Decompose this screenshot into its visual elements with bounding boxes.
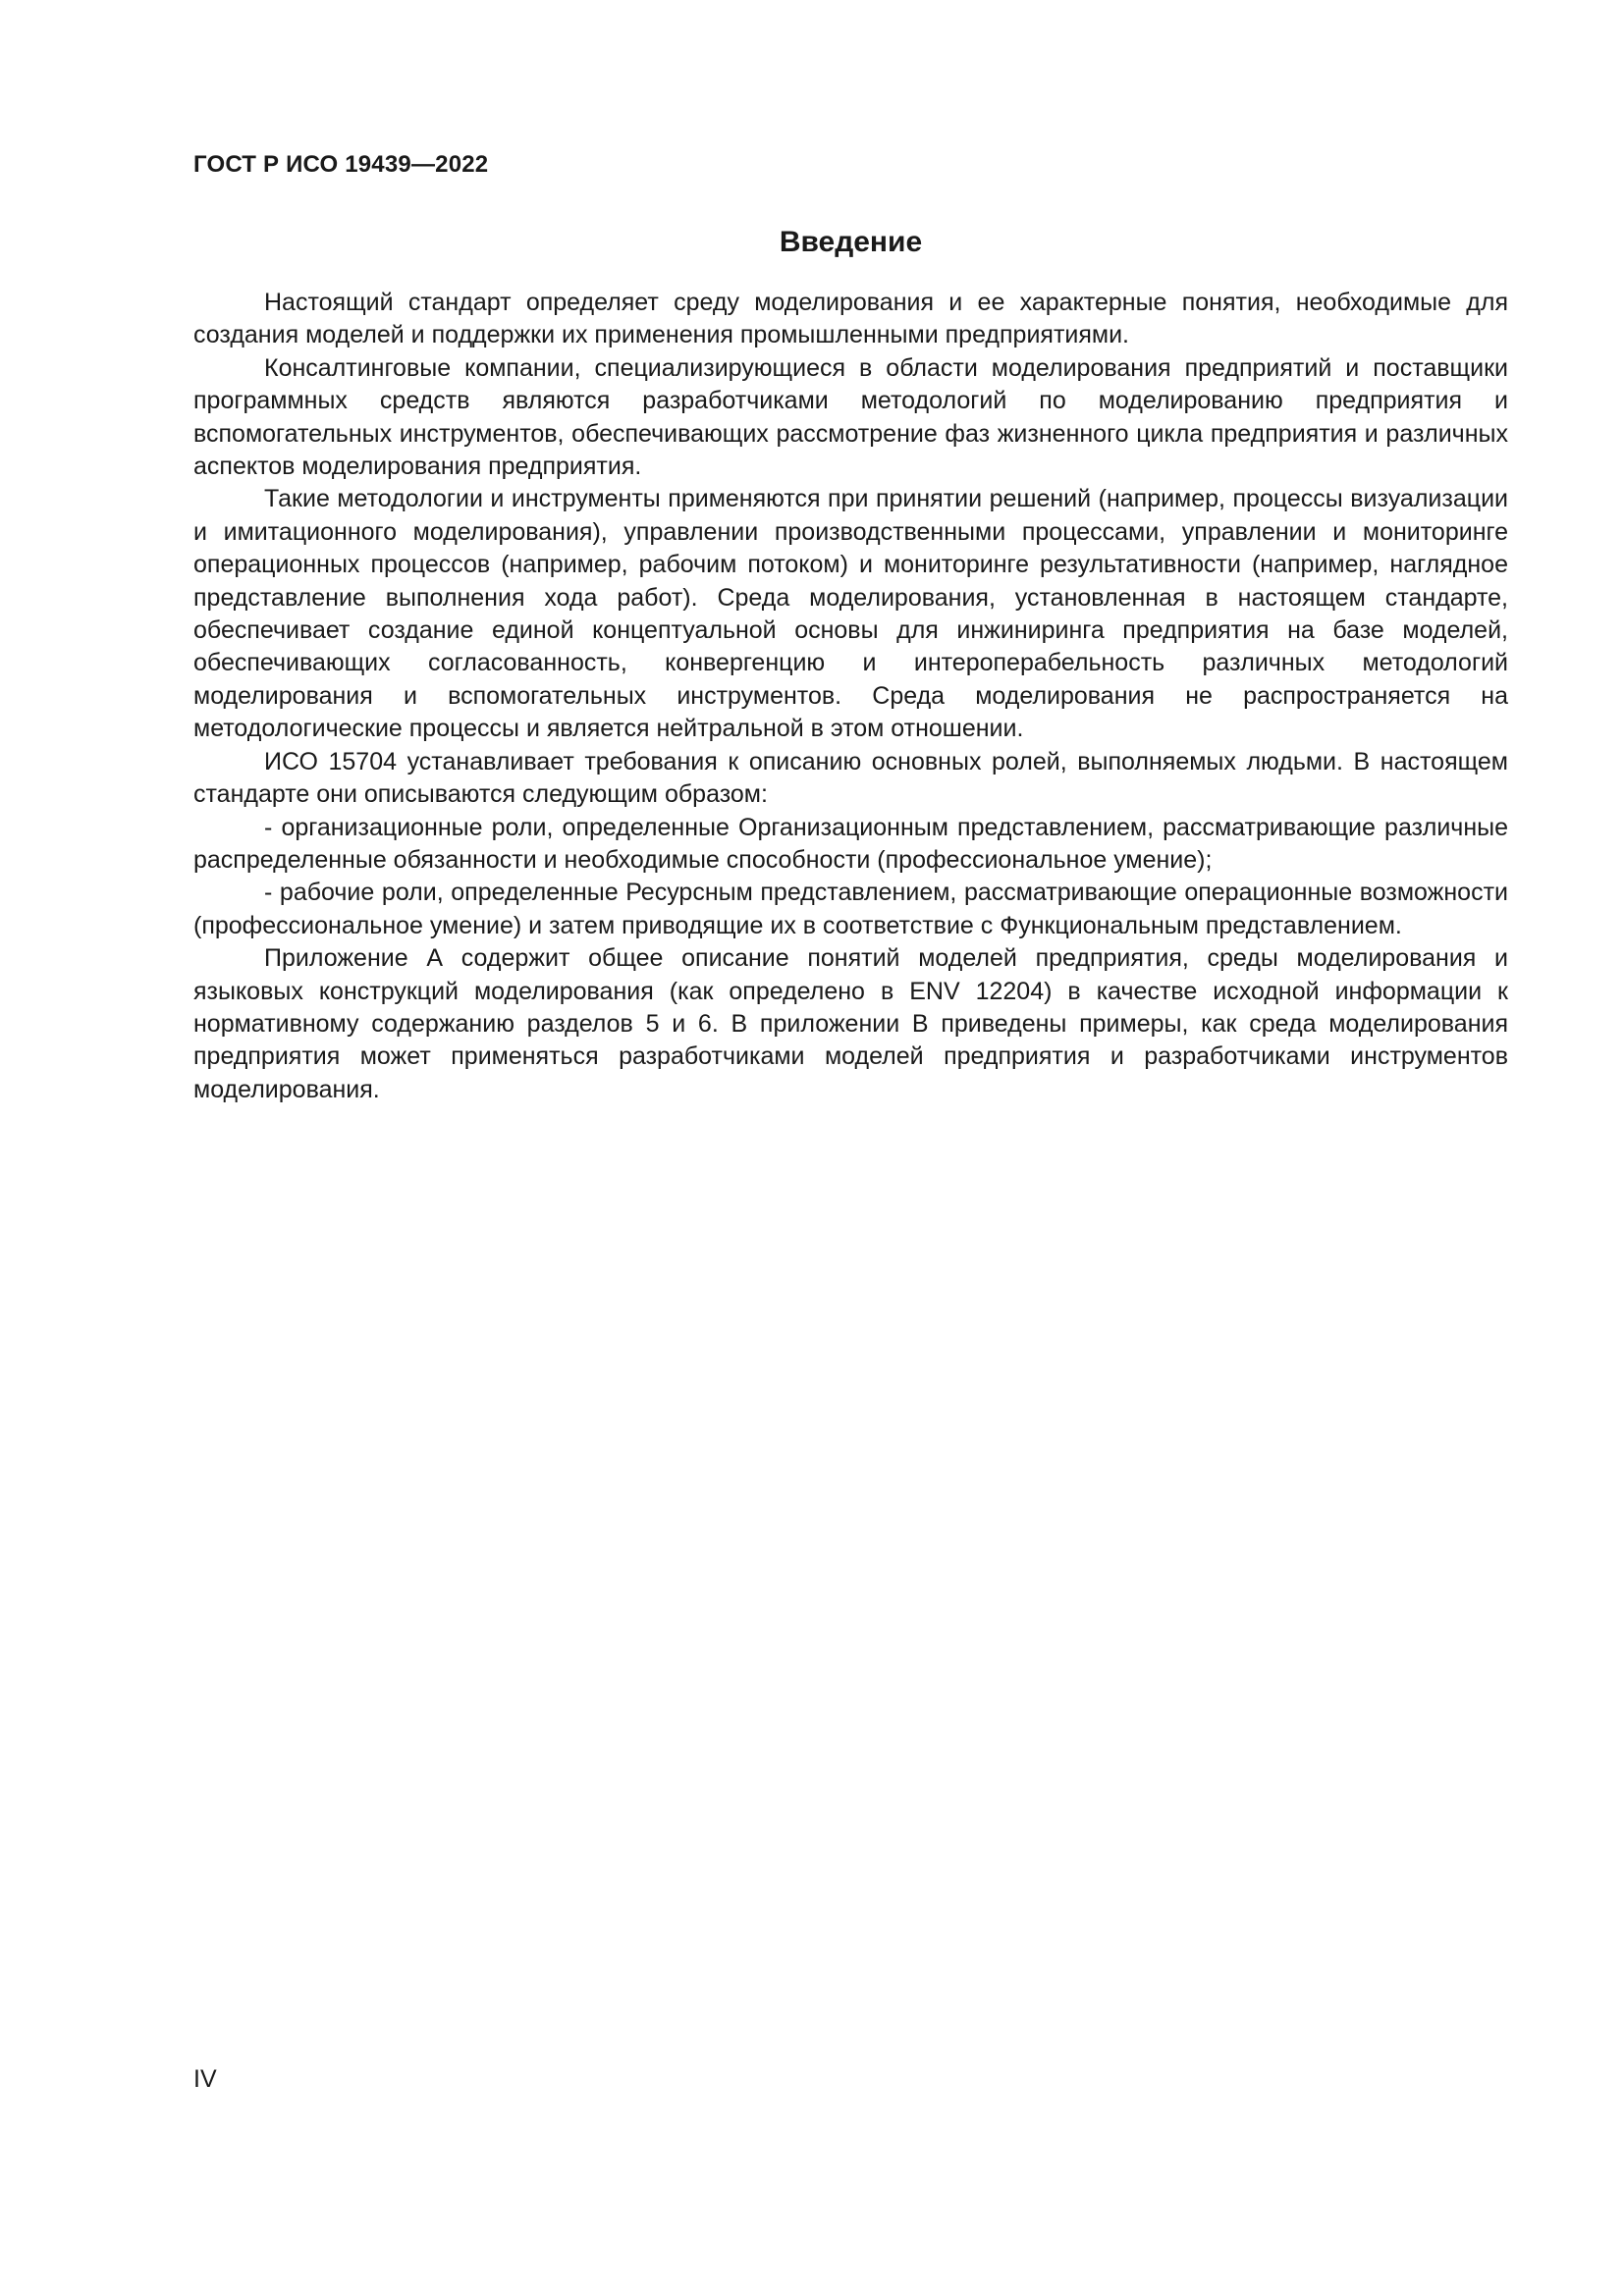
- paragraph: Приложение А содержит общее описание понятий моделей предприятия, среды моделирования и языковых конструкций моделирования (как определено в ENV 12204) в качестве исходной информации к нормативному содержанию разделов 5 и 6. В приложении В приведены примеры, как среда моделирования предприятия может применяться разработчиками моделей предприятия и разработчиками инструментов моделирования.: [193, 944, 1508, 1103]
- document-header: ГОСТ Р ИСО 19439—2022: [193, 151, 489, 178]
- page-number: IV: [193, 2065, 217, 2093]
- paragraph: ИСО 15704 устанавливает требования к описанию основных ролей, выполняемых людьми. В настоящем стандарте они описываются следующим образом:: [193, 747, 1508, 809]
- body-text: [193, 287, 1508, 1106]
- list-item: - рабочие роли, определенные Ресурсным представлением, рассматривающие операционные возможности (профессиональное умение) и затем приводящие их в соответствие с Функциональным представлением.: [193, 879, 1508, 939]
- section-title: Введение: [779, 226, 923, 258]
- paragraph: Настоящий стандарт определяет среду моделирования и ее характерные понятия, необходимые для создания моделей и поддержки их применения промышленными предприятиями.: [193, 289, 1508, 349]
- list-item: - организационные роли, определенные Организационным представлением, рассматривающие различные распределенные обязанности и необходимые способности (профессиональное умение);: [193, 813, 1508, 874]
- paragraph: Консалтинговые компании, специализирующиеся в области моделирования предприятий и поставщики программных средств являются разработчиками методологий по моделированию предприятия и вспомогательных инструментов, обеспечивающих рассмотрение фаз жизненного цикла предприятия и различных аспектов моделирования предприятия.: [193, 353, 1508, 481]
- paragraph: Такие методологии и инструменты применяются при принятии решений (например, процессы визуализации и имитационного моделирования), управлении производственными процессами, управлении и мониторинге операционных процессов (например, рабочим потоком) и мониторинге результативности (например, наглядное представление выполнения хода работ). Среда моделирования, установленная в настоящем стандарте, обеспечивает создание единой концептуальной основы для инжиниринга предприятия на базе моделей, обеспечивающих согласованность, конвергенцию и интероперабельность различных методологий моделирования и вспомогательных инструментов. Среда моделирования не распространяется на методологические процессы и является нейтральной в этом отношении.: [193, 485, 1508, 743]
